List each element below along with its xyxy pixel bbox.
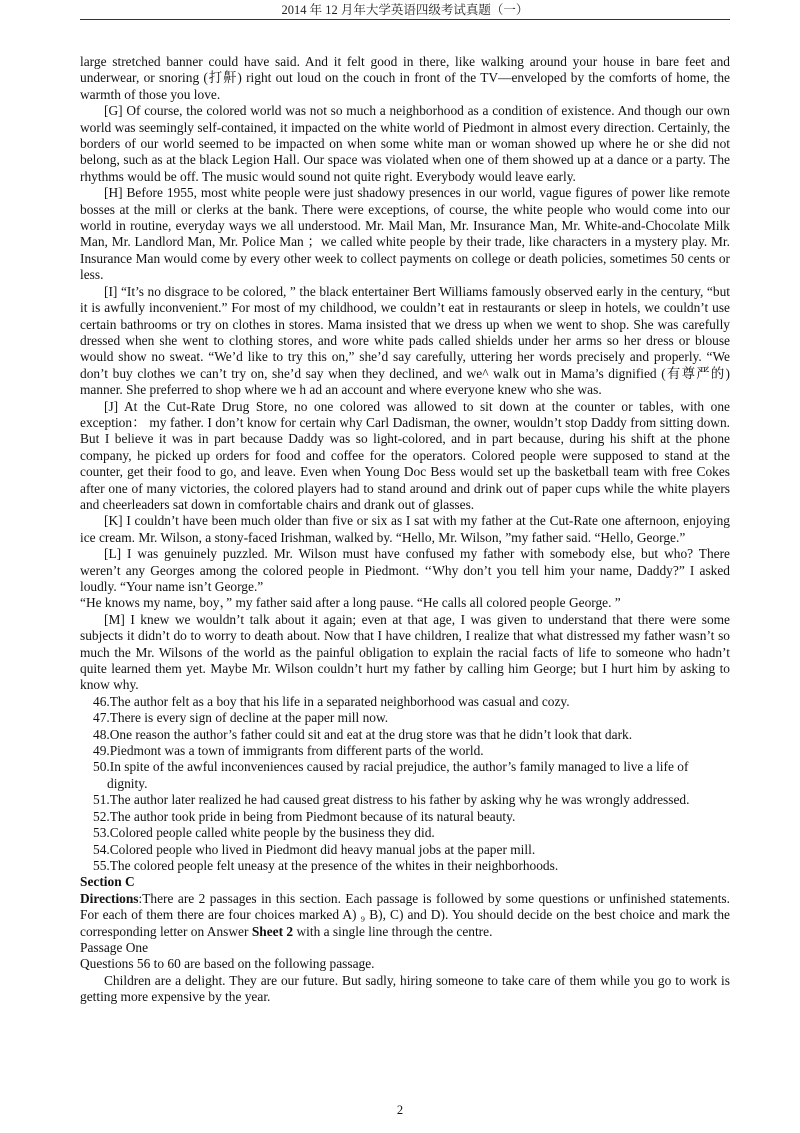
- paragraph-k: [K] I couldn’t have been much older than five or six as I sat with my father at the Cut-Rate one afternoon, enjoying ice cream. Mr. Wilson, a stony-faced Irishman, walked by. “Hello, Mr. Wilson, ”my father said. “Hello, George.”: [80, 513, 730, 545]
- question-item: 47.There is every sign of decline at the paper mill now.: [93, 710, 389, 726]
- paragraph-m: [M] I knew we wouldn’t talk about it again; even at that age, I was given to understand that there were some subjects it didn’t do to worry to death about. Now that I have children, I realize that what distressed my father wasn’t so much the Mr. Wilsons of the world as the painful obligation to explain the racial facts of life to someone who hadn’t quite learned them yet. Maybe Mr. Wilson couldn’t hurt my father by calling him George; but I hurt him by asking to know why.: [80, 611, 730, 693]
- question-item: 54.Colored people who lived in Piedmont did heavy manual jobs at the paper mill.: [93, 841, 536, 857]
- paragraph-h: [H] Before 1955, most white people were just shadowy presences in our world, vague figures of power like remote bosses at the mill or clerks at the bank. There were exceptions, of course, the white people who would come into our world in routine, everyday ways we all understood. Mr. Mail Man, Mr. Insurance Man, Mr. White-and-Chocolate Milk Man, Mr. Landlord Man, Mr. Police Man ；we called white people by their trade, like characters in a mystery play. Mr. Insurance Man would come by every other week to collect payments on college or death policies, sometimes 50 cents or less.: [80, 185, 730, 283]
- paragraph-l: [L] I was genuinely puzzled. Mr. Wilson must have confused my father with somebody else, but who? There weren’t any Georges among the colored people in Piedmont. ‘‘Why don’t you tell him your name, Daddy?” I asked loudly. “Your name isn’t George.”: [80, 546, 730, 594]
- question-list: [80, 694, 730, 874]
- directions-text: :There are 2 passages in this section. Each passage is followed by some questions or unfinished statements. For each of them there are four choices marked A) ₉ B), C) and D). You should decide on the best choice and mark the corresponding letter on Answer: [80, 890, 730, 939]
- question-item: 48.One reason the author’s father could sit and eat at the drug store was that he didn’t look that dark.: [93, 726, 633, 742]
- paragraph-g: [G] Of course, the colored world was not so much a neighborhood as a condition of existence. And though our own world was seemingly self-contained, it impacted on the white world of Piedmont in almost every direction. Certainly, the borders of our world seemed to be impacted on when some white man or woman showed up where he or she did not belong, such as at the black Legion Hall. Our space was violated when one of them showed up at a dance or a party. The rhythms would be off. The music would sound not quite right. Everybody would leave early.: [80, 103, 730, 184]
- page-number: 2: [396, 1103, 404, 1117]
- directions-label: Directions: [80, 890, 139, 906]
- answer-sheet-label: Sheet 2: [251, 923, 294, 939]
- directions: [80, 891, 730, 940]
- section-c-heading: Section C: [80, 874, 135, 890]
- question-item: 53.Colored people called white people by the business they did.: [93, 825, 435, 841]
- question-item: 52.The author took pride in being from Piedmont because of its natural beauty.: [93, 808, 516, 824]
- question-item: 55.The colored people felt uneasy at the presence of the whites in their neighborhoods.: [93, 857, 559, 873]
- passage-intro: Children are a delight. They are our future. But sadly, hiring someone to take care of them while you go to work is getting more expensive by the year.: [80, 972, 730, 1005]
- paragraph-l-quote: “He knows my name, boy，” my father said after a long pause. “He calls all colored people George. ”: [80, 595, 621, 611]
- paragraph-j: [J] At the Cut-Rate Drug Store, no one colored was allowed to sit down at the counter or tables, with one exception： my father. I don’t know for certain why Carl Dadisman, the owner, wouldn’t stop Daddy from sitting down. But I believe it was in part because Daddy was so light-colored, and in part because, during his shift at the phone company, he picked up orders for food and coffee for the operators. Colored people were supposed to stand at the counter, get their food to go, and leave. Even when Young Doc Bess would set up the basketball team with free Cokes after one of many victories, the colored players had to stand around and drink out of paper cups while the white players and cheerleaders sat down in comfortable chairs and drank out of glasses.: [80, 398, 730, 512]
- directions-end: with a single line through the centre.: [293, 923, 493, 939]
- questions-note: Questions 56 to 60 are based on the following passage.: [80, 956, 375, 972]
- page-header: 2014 年 12 月年大学英语四级考试真题（一）: [281, 3, 529, 17]
- question-item: 46.The author felt as a boy that his life in a separated neighborhood was casual and cozy.: [93, 693, 570, 709]
- question-item: 49.Piedmont was a town of immigrants from different parts of the world.: [93, 743, 484, 759]
- question-item: 51.The author later realized he had caused great distress to his father by asking why he was wrongly addressed.: [93, 792, 690, 808]
- header-rule: [80, 19, 730, 20]
- page-content: [80, 54, 730, 1006]
- paragraph-i: [I] “It’s no disgrace to be colored, ” the black entertainer Bert Williams famously observed early in the century, “but it is awfully inconvenient.” For most of my childhood, we couldn’t eat in restaurants or sleep in hotels, we couldn’t use certain bathrooms or try on clothes in stores. Mama insisted that we dress up when we went to shop. She was carefully dressed when she went to clothing stores, and wore white pads called shields under her arms so her dress or blouse would show no sweat. “We’d like to try this on,” she’d say carefully, uttering her words precisely and properly. “We don’t buy clothes we can’t try on, she’d say when they declined, and we^ walk out in Mama’s dignified (有尊严的) manner. She preferred to shop where we h ad an account and where everyone knew who she was.: [80, 283, 730, 398]
- paragraph-continued: large stretched banner could have said. And it felt good in there, like walking around your house in bare feet and underwear, or snoring (打鼾) right out loud on the couch in front of the TV—enveloped by the comforts of home, the warmth of those you love.: [80, 54, 730, 102]
- passage-label: Passage One: [80, 939, 149, 955]
- question-item: 50.In spite of the awful inconveniences caused by racial prejudice, the author’s family managed to live a life of dignity.: [93, 759, 689, 791]
